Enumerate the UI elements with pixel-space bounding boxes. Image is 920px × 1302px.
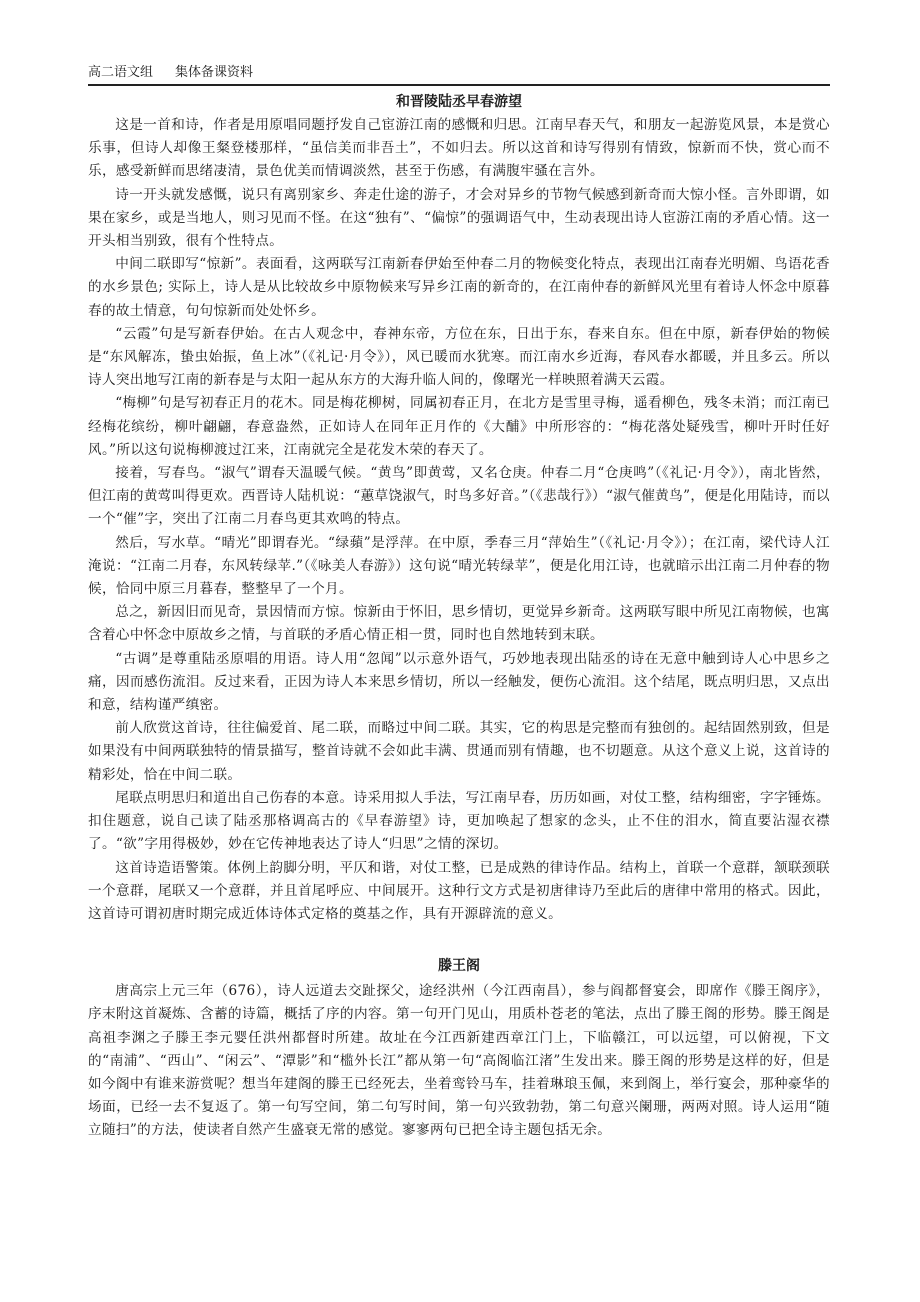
- document-page: [88, 64, 830, 1143]
- paragraph: “古调”是尊重陆丞原唱的用语。诗人用“忽闻”以示意外语气，巧妙地表现出陆丞的诗在无意中触到诗人心中思乡之痛，因而感伤流泪。反过来看，正因为诗人本来思乡情切，所以一经触发，便伤心流泪。这个结尾，既点明归思，又点出和意，结构谨严缜密。: [88, 650, 830, 714]
- paragraph: 唐高宗上元三年（676），诗人远道去交趾探父，途经洪州（今江西南昌），参与阎都督宴会，即席作《滕王阁序》，序末附这首凝炼、含蓄的诗篇，概括了序的内容。第一句开门见山，用质朴苍老的笔法，点出了滕王阁的形势。滕王阁是高祖李渊之子滕王李元婴任洪州都督时所建。故址在今江西新建西章江门上，下临赣江，可以远望，可以俯视，下文的“南浦”、“西山”、“闲云”、“潭影”和“槛外长江”都从第一句“高阁临江渚”生发出来。滕王阁的形势是这样的好，但是如今阁中有谁来游赏呢？想当年建阁的滕王已经死去，坐着鸾铃马车，挂着琳琅玉佩，来到阁上，举行宴会，那种豪华的场面，已经一去不复返了。第一句写空间，第二句写时间，第一句兴致勃勃，第二句意兴阑珊，两两对照。诗人运用“随立随扫”的方法，使读者自然产生盛衰无常的感觉。寥寥两句已把全诗主题包括无余。: [88, 983, 830, 1139]
- section-body-1: [88, 114, 830, 926]
- paragraph: 然后，写水草。“晴光”即谓春光。“绿蘋”是浮萍。在中原，季春三月“萍始生”（《礼记·月令》）；在江南，梁代诗人江淹说：“江南二月春，东风转绿苹.”（《咏美人春游》）这句说“晴光转绿苹”，便是化用江诗，也就暗示出江南二月仲春的物候，恰同中原三月暮春，整整早了一个月。: [88, 534, 830, 598]
- paragraph: “云霞”句是写新春伊始。在古人观念中，春神东帝，方位在东，日出于东，春来自东。但在中原，新春伊始的物候是“东风解冻，蛰虫始振，鱼上冰”（《礼记·月令》），风已暖而水犹寒。而江南水乡近海，春风春水都暖，并且多云。所以诗人突出地写江南的新春是与太阳一起从东方的大海升临人间的，像曙光一样映照着满天云霞。: [88, 325, 830, 389]
- paragraph: 前人欣赏这首诗，往往偏爱首、尾二联，而略过中间二联。其实，它的构思是完整而有独创的。起结固然别致，但是如果没有中间两联独特的情景描写，整首诗就不会如此丰满、贯通而别有情趣，也不切题意。从这个意义上说，这首诗的精彩处，恰在中间二联。: [88, 720, 830, 783]
- paragraph: 诗一开头就发感慨，说只有离别家乡、奔走仕途的游子，才会对异乡的节物气候感到新奇而大惊小怪。言外即谓，如果在家乡，或是当地人，则习见而不怪。在这“独有”、“偏惊”的强调语气中，生动表现出诗人宦游江南的矛盾心情。这一开头相当别致，很有个性特点。: [88, 186, 830, 250]
- page-header: [88, 64, 830, 86]
- header-subtitle: 集体备课资料: [175, 65, 254, 80]
- section-title-2: 滕王阁: [438, 958, 480, 975]
- header-group: 高二语文组: [88, 65, 154, 80]
- paragraph: “梅柳”句是写初春正月的花木。同是梅花柳树，同属初春正月，在北方是雪里寻梅，遥看柳色，残冬未消；而江南已经梅花缤纷，柳叶翩翩，春意盎然，正如诗人在同年正月作的《大酺》中所形容的：“梅花落处疑残雪，柳叶开时任好风。”所以这句说梅柳渡过江来，江南就完全是花发木荣的春天了。: [88, 395, 830, 458]
- section-body-2: [88, 980, 830, 1142]
- paragraph: 尾联点明思归和道出自己伤春的本意。诗采用拟人手法，写江南早春，历历如画，对仗工整，结构细密，字字锤炼。扣住题意，说自己读了陆丞那格调高古的《早春游望》诗，更加唤起了想家的念头，止不住的泪水，简直要沾湿衣襟了。“欲”字用得极妙，妙在它传神地表达了诗人“归思”之情的深切。: [88, 789, 830, 853]
- paragraph: 这是一首和诗，作者是用原唱同题抒发自己宦游江南的感慨和归思。江南早春天气，和朋友一起游览风景，本是赏心乐事，但诗人却像王粲登楼那样，“虽信美而非吾土”，不如归去。所以这首和诗写得别有情致，惊新而不快，赏心而不乐，感受新鲜而思绪凄清，景色优美而情调淡然，甚至于伤感，有满腹牢骚在言外。: [88, 117, 830, 180]
- paragraph: 中间二联即写“惊新”。表面看，这两联写江南新春伊始至仲春二月的物候变化特点，表现出江南春光明媚、鸟语花香的水乡景色; 实际上，诗人是从比较故乡中原物候来写异乡江南的新奇的，在江南仲春的新鲜风光里有着诗人怀念中原暮春的故土情意，句句惊新而处处怀乡。: [88, 256, 830, 319]
- paragraph: 接着，写春鸟。“淑气”谓春天温暖气候。“黄鸟”即黄莺，又名仓庚。仲春二月“仓庚鸣”（《礼记·月令》），南北皆然，但江南的黄莺叫得更欢。西晋诗人陆机说：“蕙草饶淑气，时鸟多好音。”（《悲哉行》）“淑气催黄鸟”，便是化用陆诗，而以一个“催”字，突出了江南二月春鸟更其欢鸣的特点。: [88, 465, 830, 528]
- section-title-1: 和晋陵陆丞早春游望: [396, 94, 522, 110]
- paragraph: 这首诗造语警策。体例上韵脚分明，平仄和谐，对仗工整，已是成熟的律诗作品。结构上，首联一个意群，颔联颈联一个意群，尾联又一个意群，并且首尾呼应、中间展开。这种行文方式是初唐律诗乃至此后的唐律中常用的格式。因此，这首诗可谓初唐时期完成近体诗体式定格的奠基之作，具有开源辟流的意义。: [88, 859, 830, 922]
- paragraph: 总之，新因旧而见奇，景因情而方惊。惊新由于怀旧，思乡情切，更觉异乡新奇。这两联写眼中所见江南物候，也寓含着心中怀念中原故乡之情，与首联的矛盾心情正相一贯，同时也自然地转到末联。: [88, 604, 830, 644]
